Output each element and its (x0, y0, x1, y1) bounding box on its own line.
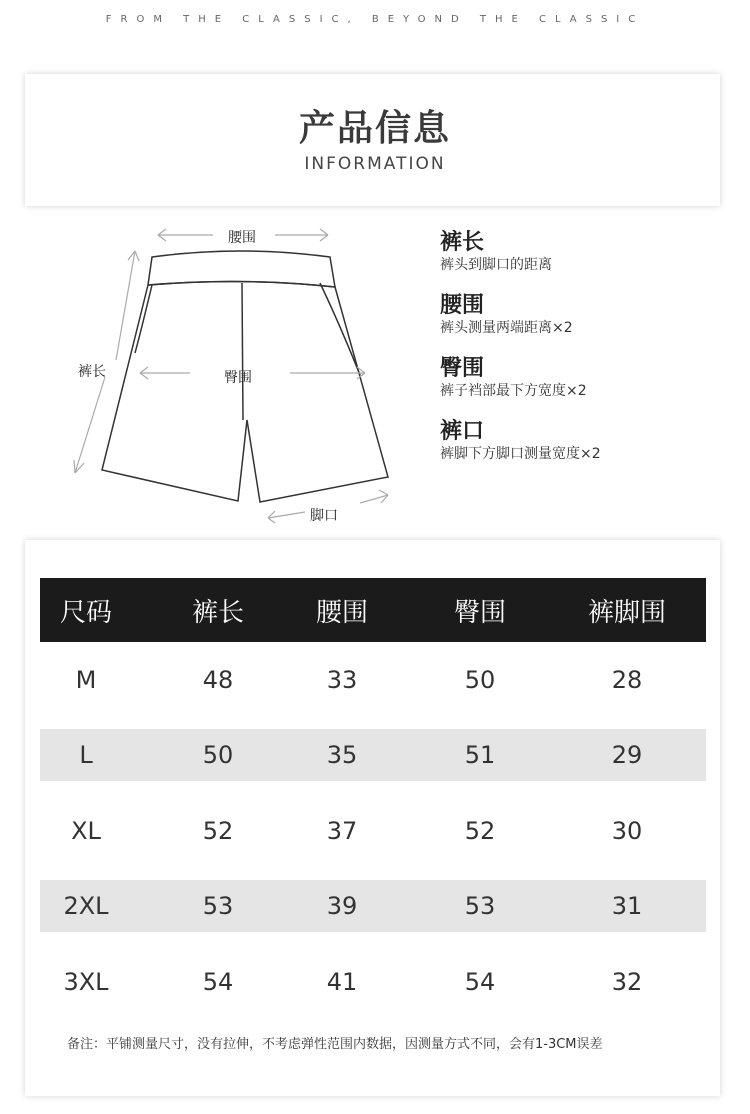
table-row (40, 880, 706, 932)
definition-desc: 裤头到脚口的距离 (440, 257, 552, 273)
header-length: 裤长 (191, 597, 244, 628)
header-hip: 臀围 (453, 597, 506, 628)
measurement-definitions (440, 230, 720, 482)
table-header (40, 578, 706, 642)
cell-waist: 33 (326, 665, 358, 694)
cell-hem: 31 (611, 892, 643, 920)
definition-title: 腰围 (440, 293, 485, 318)
table-row (40, 642, 706, 717)
definition-title: 裤口 (440, 419, 485, 444)
tagline: FROM THE CLASSIC, BEYOND THE CLASSIC (105, 14, 645, 25)
header-waist: 腰围 (315, 597, 368, 628)
cell-hip: 54 (464, 967, 496, 996)
waist-label: 腰围 (228, 230, 256, 246)
cell-hem: 32 (611, 967, 643, 996)
table-row (40, 729, 706, 781)
shorts-diagram (60, 215, 400, 535)
table-row (40, 944, 706, 1019)
cell-hip: 52 (464, 816, 496, 845)
cell-length: 48 (202, 665, 234, 694)
hip-label: 臀围 (224, 370, 252, 386)
cell-hem: 30 (611, 816, 643, 845)
cell-length: 50 (202, 741, 234, 769)
cell-hip: 50 (464, 665, 496, 694)
hem-label: 脚口 (310, 508, 338, 524)
definition-desc: 裤脚下方脚口测量宽度×2 (440, 446, 601, 462)
cell-hem: 29 (611, 741, 643, 769)
definition-length (440, 230, 720, 274)
cell-hip: 53 (464, 892, 496, 920)
page-subtitle: INFORMATION (304, 154, 446, 174)
cell-length: 54 (202, 967, 234, 996)
table-row (40, 793, 706, 868)
header-hem: 裤脚围 (587, 597, 666, 628)
definition-desc: 裤子裆部最下方宽度×2 (440, 383, 587, 399)
cell-size: 3XL (63, 967, 109, 996)
definition-hip (440, 356, 720, 400)
cell-size: 2XL (63, 892, 109, 920)
definition-title: 臀围 (440, 356, 485, 381)
definition-waist (440, 293, 720, 337)
definition-hem (440, 419, 720, 463)
definition-title: 裤长 (440, 230, 485, 255)
cell-hem: 28 (611, 665, 643, 694)
page-title: 产品信息 (298, 108, 451, 149)
cell-size: XL (71, 816, 101, 845)
cell-waist: 37 (326, 816, 358, 845)
cell-size: L (79, 741, 93, 769)
cell-hip: 51 (464, 741, 496, 769)
length-label: 裤长 (78, 364, 106, 380)
cell-length: 52 (202, 816, 234, 845)
definition-desc: 裤头测量两端距离×2 (440, 320, 573, 336)
cell-length: 53 (202, 892, 234, 920)
size-table (40, 578, 706, 1019)
cell-size: M (75, 665, 97, 694)
cell-waist: 41 (326, 967, 358, 996)
measurement-note: 备注：平铺测量尺寸，没有拉伸，不考虑弹性范围内数据，因测量方式不同，会有1-3CM误差 (67, 1037, 603, 1052)
cell-waist: 39 (326, 892, 358, 920)
cell-waist: 35 (326, 741, 358, 769)
header-size: 尺码 (59, 597, 112, 628)
